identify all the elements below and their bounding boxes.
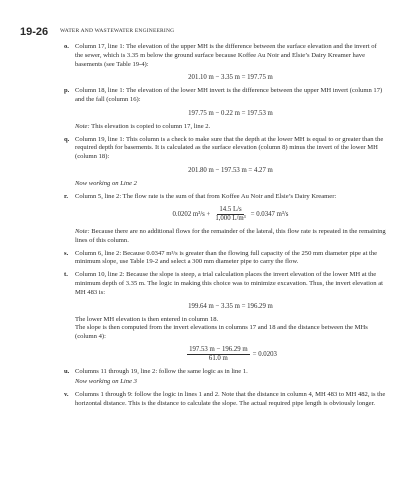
equation: 201.10 m − 3.35 m = 197.75 m [188, 74, 273, 82]
fraction-denominator: 61.0 m [208, 355, 228, 362]
item-text: Column 19, line 1: This column is a check to make sure that the depth at the lower MH is equal to or greater than the required depth for basements. It is calculated as the surface elevation (column 8) minus the invert of the lower MH (column 18): [75, 135, 384, 161]
equation-left: 0.0202 m³/s + [172, 210, 211, 218]
item-text: Column 18, line 1: The elevation of the lower MH invert is the difference between the upper MH invert (column 17) and the fall (column 16): [75, 87, 383, 104]
list-item-s [66, 250, 386, 268]
item-text: Column 10, line 2: Because the slope is steep, a trial calculation places the invert elevation of the lower MH at the minimum depth of 3.35 m. The logic in making this choice was to minimize excavation. Thus, the invert elevation at MH 483 is: [75, 271, 383, 296]
item-text: Column 5, line 2: The flow rate is the sum of that from Koffee Au Noir and Elsie’s Dairy Kreamer: [75, 192, 337, 200]
list-item-o [66, 43, 386, 82]
equation: 199.64 m − 3.35 m = 196.29 m [188, 302, 273, 310]
item-label: q. [64, 135, 70, 143]
item-label: r. [64, 192, 68, 200]
item-label: s. [64, 249, 69, 257]
fraction-numerator: 14.5 L/s [217, 206, 243, 215]
list-item-p [66, 87, 386, 131]
note-label: Note: [75, 228, 90, 236]
item-text: Column 17, line 1: The elevation of the upper MH is the difference between the surface elevation and the invert of the sewer, which is 3.35 m below the ground surface because Koffee Au Noir and Elsie’s Dairy Kreamer have basements (see Table 19-4): [75, 43, 377, 68]
list-item-q [66, 136, 386, 189]
fraction [213, 206, 247, 224]
list-item-t [66, 271, 386, 363]
fraction-numerator: 197.53 m − 196.29 m [187, 346, 250, 355]
equation-right: = 0.0203 [252, 351, 277, 359]
list-item-v [66, 391, 386, 409]
note-text: This elevation is copied to column 17, line 2. [89, 122, 211, 130]
fraction [187, 346, 250, 364]
item-text: Columns 1 through 9: follow the logic in lines 1 and 2. Note that the distance in column 4, MH 483 to MH 482, is the horizontal distance. This is the distance to calculate the slope. The actual required pipe length is obviously longer. [75, 391, 386, 407]
fraction-equation [75, 206, 386, 224]
paragraph: The slope is then computed from the invert elevations in columns 17 and 18 and the distance between the MHs (column 4): [75, 324, 368, 341]
item-label: u. [64, 368, 70, 376]
item-label: v. [64, 391, 69, 399]
note-label: Note: [75, 122, 90, 130]
item-label: o. [64, 43, 69, 50]
fraction-denominator: 1,000 L/m³ [215, 214, 246, 222]
item-text: Column 6, line 2: Because 0.0347 m³/s is greater than the flowing full capacity of the 250 mm diameter pipe at the minimum slope, use Table 19-2 and select a 300 mm diameter pipe to carry the flow. [75, 249, 378, 266]
note [75, 123, 386, 132]
list-item-u [66, 368, 386, 387]
page-body [66, 43, 386, 413]
section-subhead: Now working on Line 3 [75, 378, 137, 386]
fraction-equation [75, 346, 386, 364]
paragraph: The lower MH elevation is then entered in column 18. [75, 315, 219, 323]
page-number: 19-26 [20, 26, 49, 38]
item-label: p. [64, 87, 70, 95]
item-label: t. [64, 271, 68, 279]
note [75, 228, 386, 246]
equation: 197.75 m − 0.22 m = 197.53 m [188, 109, 273, 117]
note-text: Because there are no additional flows for the remainder of the lateral, this flow rate is repeated in the remaining lines of this column. [75, 228, 386, 244]
section-subhead: Now working on Line 2 [75, 179, 137, 187]
equation: 201.80 m − 197.53 m = 4.27 m [188, 166, 273, 174]
equation-right: = 0.0347 m³/s [250, 210, 289, 218]
page-header [20, 26, 405, 40]
item-text: Columns 11 through 19, line 2: follow the same logic as in line 1. [75, 368, 248, 376]
running-title: WATER AND WASTEWATER ENGINEERING [60, 28, 175, 34]
list-item-r [66, 193, 386, 246]
